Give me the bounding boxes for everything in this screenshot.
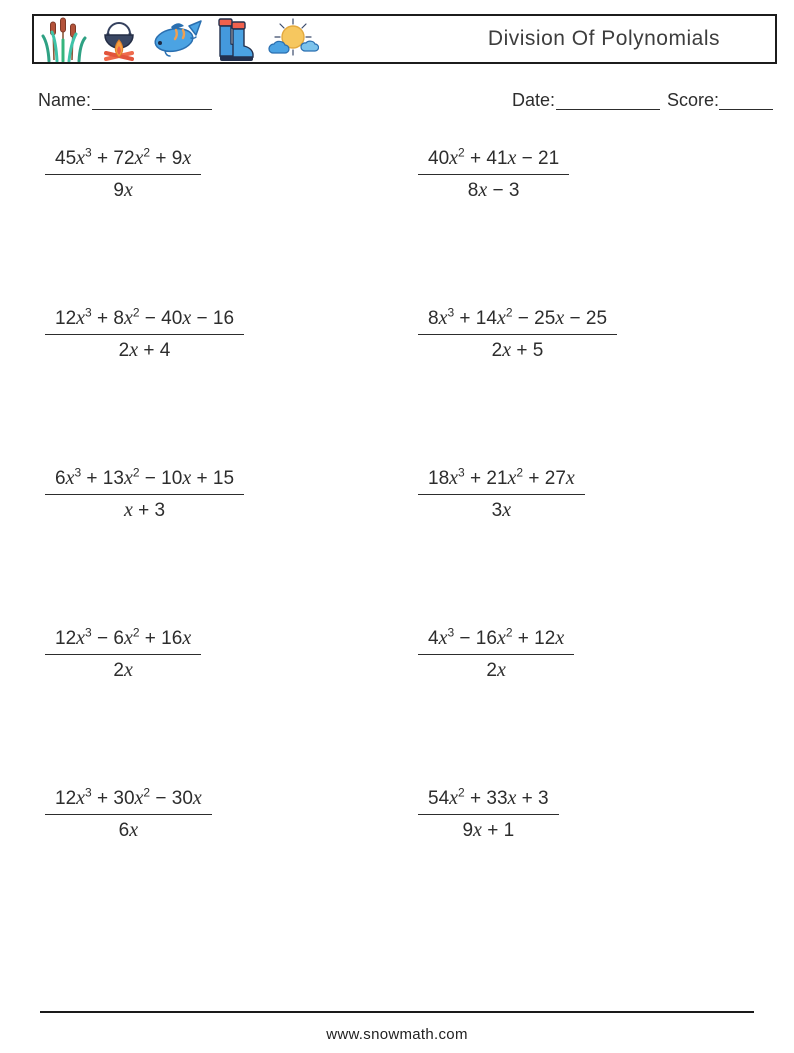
problems-grid [45, 140, 775, 940]
numerator: $8x^3 + 14x^2 - 25x - 25$ [418, 306, 617, 335]
numerator: $54x^2 + 33x + 3$ [418, 786, 559, 815]
fraction [45, 306, 244, 363]
icon-strip [34, 16, 319, 62]
fraction [45, 466, 244, 523]
fraction [418, 306, 617, 363]
cattails-icon [41, 16, 87, 62]
fraction [45, 146, 201, 203]
denominator: 2x [486, 659, 506, 681]
footer-divider [40, 1011, 754, 1013]
numerator: $4x^3 - 16x^2 + 12x$ [418, 626, 574, 655]
fraction [418, 466, 585, 523]
rain-boots-icon [212, 16, 258, 62]
header-box [32, 14, 777, 64]
denominator: 2x + 5 [491, 339, 544, 361]
campfire-pot-icon [96, 16, 142, 62]
problem-4 [418, 300, 775, 460]
denominator: 8x − 3 [467, 179, 520, 201]
fraction [418, 626, 574, 683]
denominator: 2x [113, 659, 133, 681]
name-label: Name: [38, 90, 92, 110]
denominator: 9x [113, 179, 133, 201]
date-input-line[interactable] [556, 90, 660, 110]
numerator: $40x^2 + 41x - 21$ [418, 146, 569, 175]
fish-icon [151, 18, 203, 60]
numerator: $45x^3 + 72x^2 + 9x$ [45, 146, 201, 175]
sun-cloud-icon [267, 17, 319, 61]
denominator: 6x [118, 819, 139, 841]
fraction [418, 786, 559, 843]
numerator: $6x^3 + 13x^2 - 10x + 15$ [45, 466, 244, 495]
problem-2 [418, 140, 775, 300]
score-input-line[interactable] [719, 90, 773, 110]
denominator: x + 3 [123, 499, 166, 521]
denominator: 9x + 1 [462, 819, 515, 841]
problem-1 [45, 140, 418, 300]
denominator: 3x [491, 499, 512, 521]
numerator: $18x^3 + 21x^2 + 27x$ [418, 466, 585, 495]
problem-10 [418, 780, 775, 940]
problem-3 [45, 300, 418, 460]
denominator: 2x + 4 [118, 339, 171, 361]
fraction [45, 626, 201, 683]
numerator: $12x^3 - 6x^2 + 16x$ [45, 626, 201, 655]
problem-6 [418, 460, 775, 620]
score-label: Score: [667, 90, 720, 110]
page-title: Division Of Polynomials [487, 27, 720, 50]
numerator: $12x^3 + 8x^2 - 40x - 16$ [45, 306, 244, 335]
name-input-line[interactable] [92, 90, 212, 110]
problem-8 [418, 620, 775, 780]
problem-7 [45, 620, 418, 780]
problem-5 [45, 460, 418, 620]
footer-website: www.snowmath.com [326, 1026, 468, 1043]
problem-9 [45, 780, 418, 940]
fraction [45, 786, 212, 843]
fields-row [0, 90, 794, 116]
fraction [418, 146, 569, 203]
date-label: Date: [512, 90, 556, 110]
numerator: $12x^3 + 30x^2 - 30x$ [45, 786, 212, 815]
